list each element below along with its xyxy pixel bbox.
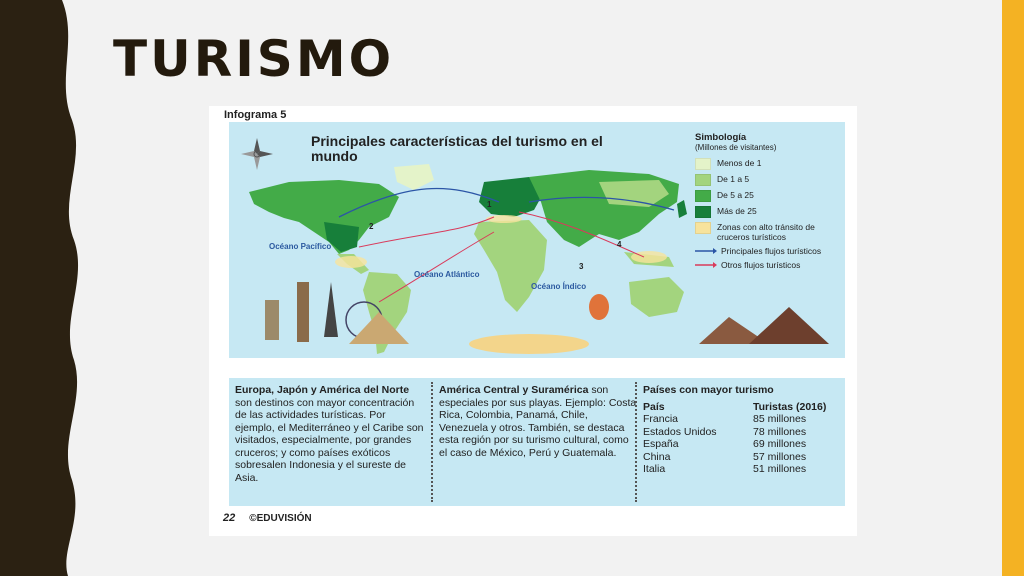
route-number-1: 1: [487, 200, 492, 209]
ocean-label-pacific: Océano Pacífico: [269, 242, 332, 251]
legend-swatch: [695, 174, 711, 186]
legend-title: Simbología: [695, 132, 747, 143]
ocean-label-atlantic: Océano Atlántico: [414, 270, 480, 279]
legend-item: Menos de 1: [695, 158, 845, 170]
legend-flow-other: Otros flujos turísticos: [695, 260, 845, 270]
ocean-label-indian: Océano Índico: [531, 282, 587, 291]
route-number-4: 4: [617, 240, 622, 249]
table-row: China 57 millones: [643, 450, 807, 463]
route-number-2: 2: [369, 222, 374, 231]
wavy-left-border: [0, 0, 90, 576]
legend-swatch: [695, 158, 711, 170]
australia-shape: [629, 277, 684, 317]
red-arrow-icon: [695, 260, 717, 270]
map-legend: [695, 132, 845, 274]
legend-flow-main: Principales flujos turísticos: [695, 246, 845, 256]
america-info: [439, 384, 639, 459]
legend-item: De 1 a 5: [695, 174, 845, 186]
america-info-bold: América Central y Suramérica: [439, 384, 589, 396]
top-countries-title: Países con mayor turismo: [643, 384, 774, 396]
infographic-footer: [223, 512, 312, 524]
compass-rose-icon: [241, 138, 273, 170]
right-accent-bar: [1002, 0, 1024, 576]
table-row: Estados Unidos 78 millones: [643, 425, 807, 438]
column-divider: [431, 382, 433, 502]
europe-info-text: son destinos con mayor concentración de las actividades turísticas. Por ejemplo, el Mediterráneo y el Caribe son visitados, especialmente, por grandes cruceros; y como países exóticos sobresalen Indonesia y el sureste de Asia.: [235, 396, 424, 484]
slide-title: TURISMO: [113, 30, 395, 88]
world-map-area: [229, 122, 845, 358]
legend-item: Más de 25: [695, 206, 845, 218]
route-number-3: 3: [579, 262, 584, 271]
legend-item: Zonas con alto tránsito de cruceros turísticos: [695, 222, 845, 242]
legend-subtitle: (Millones de visitantes): [695, 143, 777, 152]
infographic-image: [209, 106, 857, 536]
europe-info: [235, 384, 425, 484]
table-row: España 69 millones: [643, 438, 807, 450]
europe-info-bold: Europa, Japón y América del Norte: [235, 384, 410, 396]
legend-item: De 5 a 25: [695, 190, 845, 202]
africa-shape: [474, 220, 547, 312]
column-divider: [635, 382, 637, 502]
legend-swatch: [695, 190, 711, 202]
blue-arrow-icon: [695, 246, 717, 256]
table-row: Francia 85 millones: [643, 413, 807, 425]
top-countries-table: País Turistas (2016) Francia 85 millones Estados Unidos 78 millones España 69 millones China 57 millones Italia 51 millones: [643, 400, 827, 475]
table-row: Italia 51 millones: [643, 463, 807, 475]
publisher-credit: ©EDUVISIÓN: [249, 512, 312, 524]
page-number: 22: [223, 512, 236, 524]
info-columns: [229, 378, 845, 506]
legend-swatch: [695, 206, 711, 218]
infographic-label: Infograma 5: [224, 109, 287, 121]
america-info-text: son especiales por sus playas. Ejemplo: Costa Rica, Colombia, Panamá, Chile, Venezuela y otros. También, se destaca esta región por su turismo cultural, como el caso de México, Perú y Guatemala.: [439, 384, 637, 459]
top-countries: [643, 384, 839, 476]
legend-swatch: [695, 222, 711, 234]
infographic-title: Principales características del turismo en el mundo: [311, 133, 603, 164]
